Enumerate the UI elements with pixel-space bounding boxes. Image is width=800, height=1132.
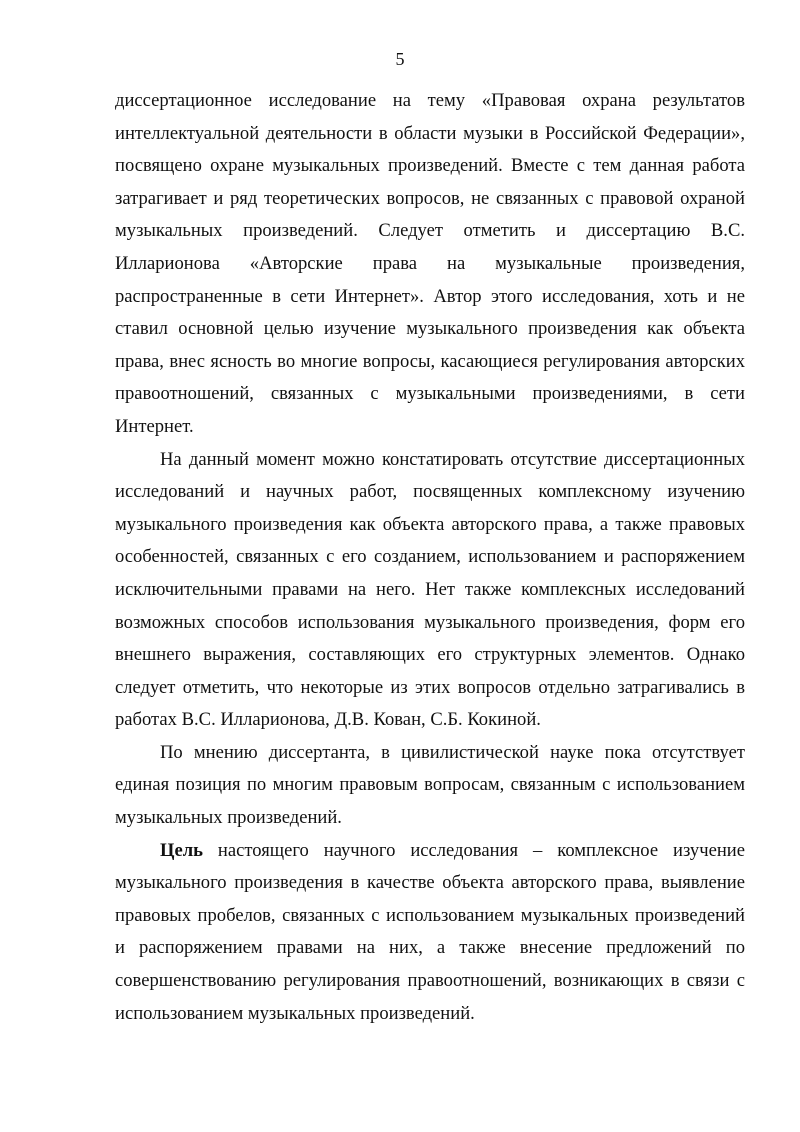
body-text bbox=[115, 85, 745, 1030]
paragraph-3 bbox=[115, 737, 745, 835]
paragraph-2 bbox=[115, 444, 745, 737]
paragraph-4 bbox=[115, 835, 745, 1031]
paragraph-1-text: диссертационное исследование на тему «Правовая охрана результатов интеллектуальной деятельности в области музыки в Российской Федерации», посвящено охране музыкальных произведений. Вместе с тем данная работа затрагивает и ряд теоретических вопросов, не связанных с правовой охраной музыкальных произведений. Следует отметить и диссертацию В.С. Илларионова «Авторские права на музыкальные произведения, распространенные в сети Интернет». Автор этого исследования, хоть и не ставил основной целью изучение музыкального произведения как объекта права, внес ясность во многие вопросы, касающиеся регулирования авторских правоотношений, связанных с музыкальными произведениями, в сети Интернет. bbox=[115, 90, 745, 437]
page-number: 5 bbox=[395, 49, 405, 69]
paragraph-1 bbox=[115, 85, 745, 444]
paragraph-4-lead: Цель bbox=[160, 839, 203, 861]
paragraph-4-text: настоящего научного исследования – комплексное изучение музыкального произведения в качестве объекта авторского права, выявление правовых пробелов, связанных с использованием музыкальных произведений и распоряжением правами на них, а также внесение предложений по совершенствованию регулирования правоотношений, возникающих в связи с использованием музыкальных произведений. bbox=[115, 839, 745, 1024]
paragraph-2-text: На данный момент можно констатировать отсутствие диссертационных исследований и научных работ, посвященных комплексному изучению музыкального произведения как объекта авторского права, а также правовых особенностей, связанных с его созданием, использованием и распоряжением исключительными правами на него. Нет также комплексных исследований возможных способов использования музыкального произведения, форм его внешнего выражения, составляющих его структурных элементов. Однако следует отметить, что некоторые из этих вопросов отдельно затрагивались в работах В.С. Илларионова, Д.В. Кован, С.Б. Кокиной. bbox=[115, 448, 745, 731]
paragraph-3-text: По мнению диссертанта, в цивилистической науке пока отсутствует единая позиция по многим правовым вопросам, связанным с использованием музыкальных произведений. bbox=[115, 741, 745, 829]
